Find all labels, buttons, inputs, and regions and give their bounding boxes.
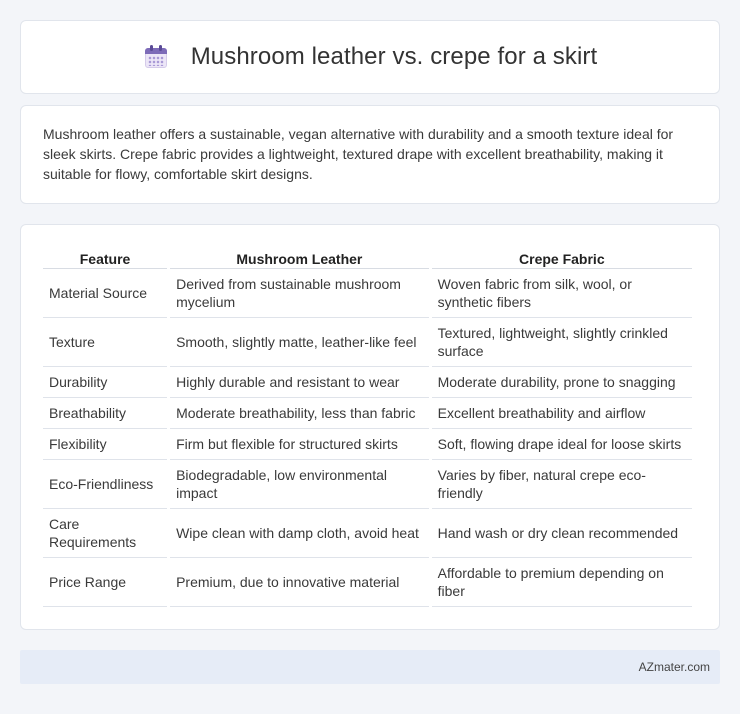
table-row (43, 318, 692, 367)
comparison-table-card (20, 224, 720, 630)
mushroom-leather-cell: Firm but flexible for structured skirts (170, 429, 429, 460)
header-mushroom-leather: Mushroom Leather (170, 245, 429, 269)
mushroom-leather-cell: Highly durable and resistant to wear (170, 367, 429, 398)
feature-cell: Flexibility (43, 429, 167, 460)
header-card (20, 20, 720, 94)
feature-cell: Texture (43, 318, 167, 367)
mushroom-leather-cell: Biodegradable, low environmental impact (170, 460, 429, 509)
table-row (43, 429, 692, 460)
title-row (143, 43, 598, 71)
crepe-fabric-cell: Varies by fiber, natural crepe eco-friendly (432, 460, 692, 509)
mushroom-leather-cell: Derived from sustainable mushroom mycelium (170, 269, 429, 318)
page-title: Mushroom leather vs. crepe for a skirt (190, 43, 598, 70)
calendar-icon (143, 45, 169, 69)
feature-cell: Material Source (43, 269, 167, 318)
table-row (43, 367, 692, 398)
table-row (43, 558, 692, 607)
table-row (43, 269, 692, 318)
table-row (43, 509, 692, 558)
crepe-fabric-cell: Textured, lightweight, slightly crinkled surface (432, 318, 692, 367)
crepe-fabric-cell: Woven fabric from silk, wool, or synthetic fibers (432, 269, 692, 318)
crepe-fabric-cell: Moderate durability, prone to snagging (432, 367, 692, 398)
mushroom-leather-cell: Premium, due to innovative material (170, 558, 429, 607)
feature-cell: Care Requirements (43, 509, 167, 558)
summary-card (20, 105, 720, 204)
feature-cell: Durability (43, 367, 167, 398)
header-feature: Feature (43, 245, 167, 269)
feature-cell: Breathability (43, 398, 167, 429)
crepe-fabric-cell: Soft, flowing drape ideal for loose skirts (432, 429, 692, 460)
mushroom-leather-cell: Wipe clean with damp cloth, avoid heat (170, 509, 429, 558)
feature-cell: Eco-Friendliness (43, 460, 167, 509)
mushroom-leather-cell: Moderate breathability, less than fabric (170, 398, 429, 429)
mushroom-leather-cell: Smooth, slightly matte, leather-like feel (170, 318, 429, 367)
comparison-table (40, 245, 695, 607)
table-row (43, 398, 692, 429)
footer-brand[interactable]: AZmater.com (638, 660, 710, 674)
header-crepe-fabric: Crepe Fabric (432, 245, 692, 269)
table-row (43, 460, 692, 509)
summary-text: Mushroom leather offers a sustainable, vegan alternative with durability and a smooth texture ideal for sleek skirts. Crepe fabric provides a lightweight, textured drape with excellent breathability, making it suitable for flowy, comfortable skirt designs. (43, 126, 674, 182)
crepe-fabric-cell: Affordable to premium depending on fiber (432, 558, 692, 607)
crepe-fabric-cell: Hand wash or dry clean recommended (432, 509, 692, 558)
table-header-row (43, 245, 692, 269)
crepe-fabric-cell: Excellent breathability and airflow (432, 398, 692, 429)
feature-cell: Price Range (43, 558, 167, 607)
footer-bar (20, 650, 720, 684)
